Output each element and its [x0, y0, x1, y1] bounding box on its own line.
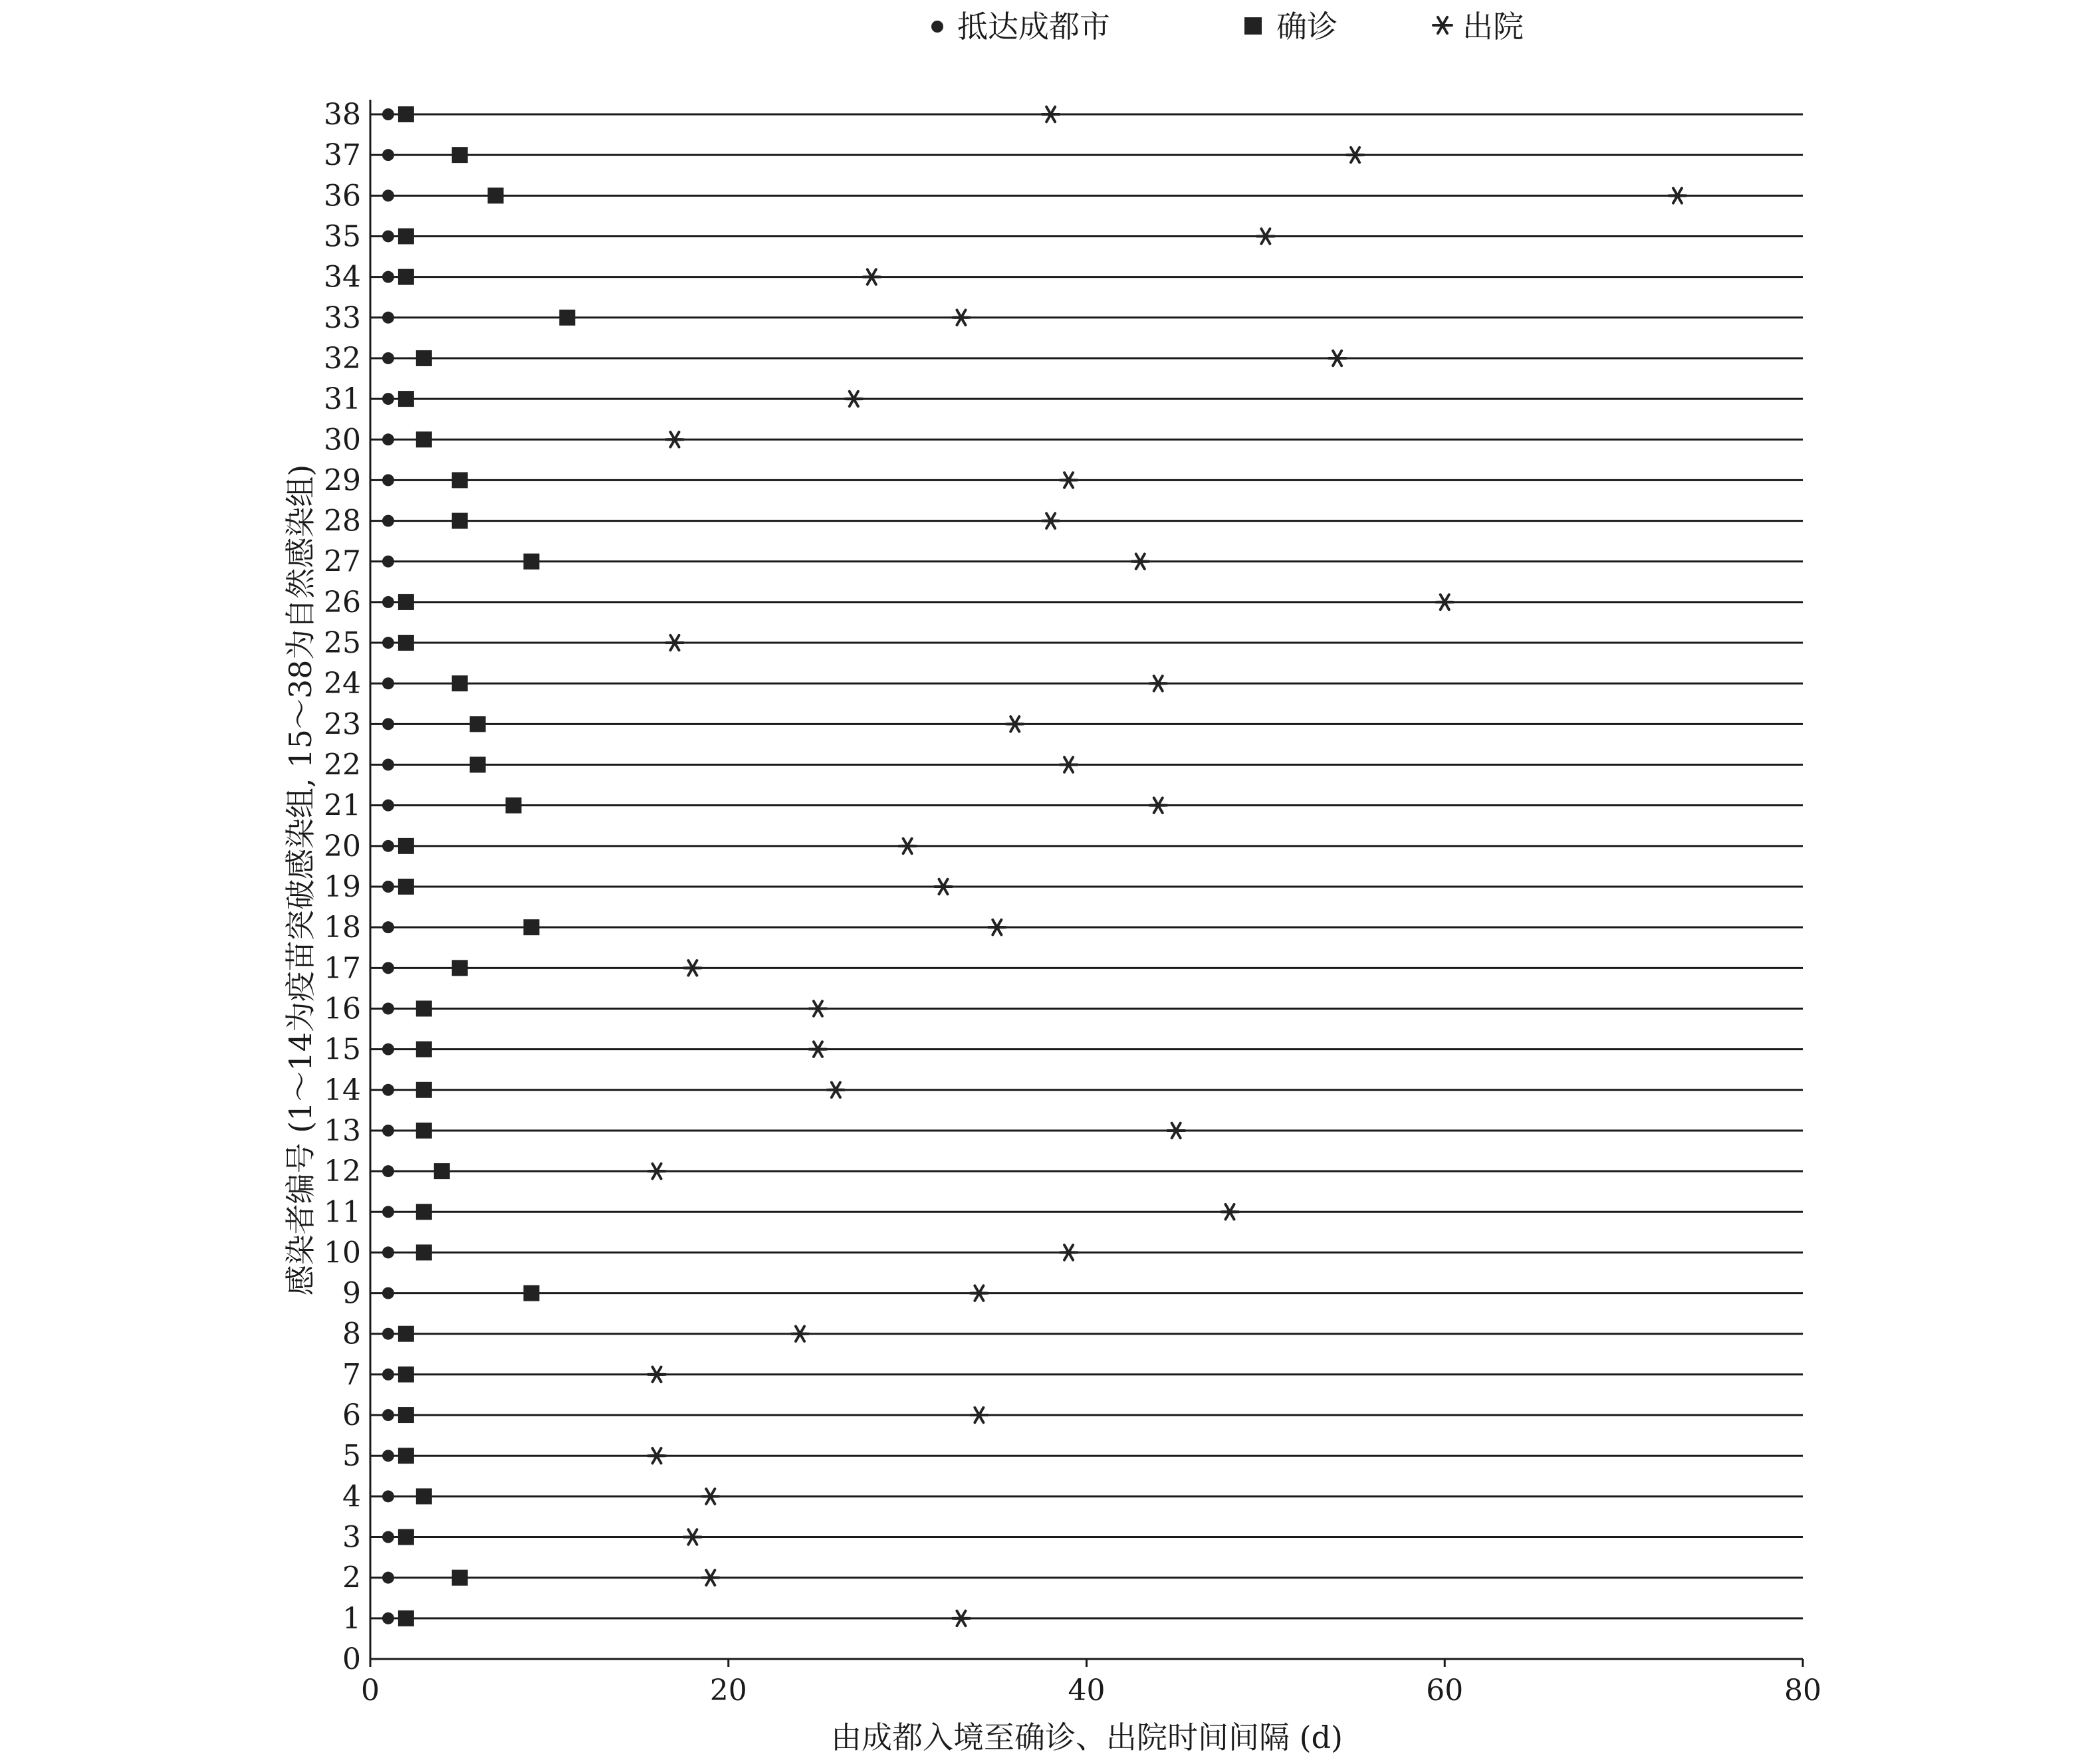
arrival-point — [382, 393, 394, 405]
y-tick-label: 7 — [342, 1357, 361, 1392]
y-tick-label: 3 — [342, 1520, 361, 1555]
legend-asterisk-icon — [1433, 17, 1452, 33]
y-tick-label: 20 — [324, 829, 361, 863]
discharge-point — [1149, 676, 1167, 691]
discharge-point — [684, 1529, 701, 1545]
arrival-point — [382, 433, 394, 445]
legend — [931, 9, 1524, 45]
arrival-point — [382, 718, 394, 730]
arrival-point — [382, 1044, 394, 1055]
diagnosis-point — [452, 1570, 468, 1586]
diagnosis-point — [416, 1244, 432, 1260]
arrival-point — [382, 881, 394, 893]
arrival-point — [382, 1287, 394, 1299]
arrival-point — [382, 189, 394, 201]
arrival-point — [382, 1369, 394, 1380]
diagnosis-point — [488, 187, 504, 203]
diagnosis-point — [398, 1448, 414, 1464]
diagnosis-point — [416, 350, 432, 366]
x-tick-label: 0 — [361, 1674, 380, 1708]
diagnosis-point — [452, 513, 468, 529]
y-tick-label: 26 — [324, 585, 361, 619]
y-tick-label: 14 — [324, 1073, 361, 1107]
arrival-point — [382, 596, 394, 608]
discharge-point — [935, 879, 952, 895]
y-tick-label: 18 — [324, 911, 361, 945]
arrival-point — [382, 1246, 394, 1258]
diagnosis-point — [416, 1204, 432, 1220]
arrival-point — [382, 271, 394, 283]
discharge-point — [1060, 473, 1078, 488]
discharge-point — [1257, 229, 1274, 244]
discharge-point — [666, 635, 683, 651]
y-tick-label: 25 — [324, 626, 361, 661]
y-tick-label: 6 — [342, 1398, 361, 1433]
discharge-point — [1060, 1245, 1078, 1260]
discharge-point — [792, 1326, 809, 1341]
data-markers — [382, 106, 1687, 1626]
y-tick-label: 2 — [342, 1561, 361, 1595]
diagnosis-point — [506, 798, 522, 814]
x-tick-label: 60 — [1426, 1674, 1464, 1708]
y-tick-label: 4 — [342, 1480, 361, 1514]
y-tick-label: 36 — [324, 179, 361, 213]
diagnosis-point — [398, 228, 414, 244]
diagnosis-point — [398, 391, 414, 407]
arrival-point — [382, 800, 394, 812]
diagnosis-point — [416, 1082, 432, 1098]
arrival-point — [382, 637, 394, 649]
arrival-point — [382, 1531, 394, 1543]
discharge-point — [827, 1083, 844, 1098]
discharge-point — [684, 960, 701, 976]
diagnosis-point — [398, 1407, 414, 1423]
y-tick-label: 16 — [324, 992, 361, 1026]
arrival-point — [382, 1612, 394, 1624]
diagnosis-point — [398, 106, 414, 122]
discharge-point — [953, 1611, 970, 1626]
y-tick-label: 31 — [324, 382, 361, 417]
y-tick-label: 38 — [324, 98, 361, 132]
arrival-point — [382, 1490, 394, 1502]
diagnosis-point — [452, 675, 468, 691]
arrival-point — [382, 149, 394, 161]
x-axis-ticks — [361, 1659, 1821, 1708]
arrival-point — [382, 312, 394, 324]
discharge-point — [702, 1570, 719, 1585]
y-tick-label: 13 — [324, 1113, 361, 1148]
x-tick-label: 20 — [709, 1674, 747, 1708]
arrival-point — [382, 230, 394, 242]
arrival-point — [382, 1328, 394, 1340]
y-tick-label: 17 — [324, 951, 361, 986]
diagnosis-point — [398, 635, 414, 651]
y-tick-label: 28 — [324, 504, 361, 538]
diagnosis-point — [523, 1285, 539, 1301]
diagnosis-point — [452, 147, 468, 163]
arrival-point — [382, 1206, 394, 1218]
diagnosis-point — [416, 431, 432, 447]
diagnosis-point — [452, 472, 468, 488]
diagnosis-point — [398, 838, 414, 854]
arrival-point — [382, 962, 394, 974]
discharge-point — [1042, 107, 1060, 122]
y-tick-label: 22 — [324, 748, 361, 782]
arrival-point — [382, 556, 394, 568]
y-tick-label: 10 — [324, 1236, 361, 1270]
case-lines — [370, 114, 1803, 1618]
y-tick-label: 9 — [342, 1276, 361, 1311]
arrival-point — [382, 921, 394, 933]
arrival-point — [382, 108, 394, 120]
y-tick-label: 33 — [324, 300, 361, 335]
y-axis-ticks — [324, 98, 361, 1676]
y-tick-label: 0 — [342, 1642, 361, 1676]
discharge-point — [863, 269, 880, 284]
discharge-point — [971, 1285, 988, 1301]
legend-label-diagnosis: 确诊 — [1276, 9, 1338, 45]
diagnosis-point — [559, 310, 575, 326]
arrival-point — [382, 1084, 394, 1096]
y-tick-label: 34 — [324, 260, 361, 294]
discharge-point — [702, 1489, 719, 1504]
diagnosis-point — [523, 554, 539, 570]
diagnosis-point — [470, 716, 486, 732]
y-tick-label: 8 — [342, 1317, 361, 1351]
arrival-point — [382, 352, 394, 364]
discharge-point — [666, 432, 683, 447]
y-tick-label: 12 — [324, 1155, 361, 1189]
arrival-point — [382, 1002, 394, 1014]
arrival-point — [382, 1572, 394, 1584]
legend-label-arrival: 抵达成都市 — [957, 9, 1110, 45]
y-tick-label: 11 — [324, 1195, 361, 1230]
discharge-point — [1221, 1204, 1238, 1220]
arrival-point — [382, 1409, 394, 1421]
y-tick-label: 23 — [324, 707, 361, 742]
arrival-point — [382, 759, 394, 771]
x-tick-label: 80 — [1784, 1674, 1821, 1708]
arrival-point — [382, 1165, 394, 1177]
legend-marker-discharge — [1433, 17, 1452, 33]
diagnosis-point — [416, 1123, 432, 1139]
diagnosis-point — [416, 1000, 432, 1016]
discharge-point — [1347, 148, 1364, 163]
discharge-point — [845, 391, 862, 407]
y-tick-label: 35 — [324, 219, 361, 254]
y-tick-label: 30 — [324, 423, 361, 457]
diagnosis-point — [398, 1610, 414, 1626]
y-tick-label: 15 — [324, 1032, 361, 1067]
diagnosis-point — [398, 879, 414, 895]
diagnosis-point — [523, 919, 539, 935]
diagnosis-point — [398, 594, 414, 610]
legend-label-discharge: 出院 — [1462, 9, 1524, 45]
y-tick-label: 5 — [342, 1439, 361, 1474]
discharge-point — [809, 1042, 826, 1057]
discharge-point — [1006, 717, 1024, 732]
discharge-point — [648, 1448, 665, 1464]
discharge-point — [989, 920, 1006, 935]
arrival-point — [382, 1450, 394, 1462]
discharge-point — [1329, 351, 1346, 366]
y-tick-label: 27 — [324, 544, 361, 579]
arrival-point — [382, 515, 394, 527]
discharge-point — [971, 1408, 988, 1423]
discharge-point — [1436, 595, 1453, 610]
arrival-point — [382, 840, 394, 852]
discharge-point — [1669, 188, 1686, 203]
y-tick-label: 21 — [324, 788, 361, 823]
discharge-point — [1131, 554, 1149, 569]
discharge-point — [648, 1367, 665, 1382]
discharge-point — [1149, 798, 1167, 813]
diagnosis-point — [452, 960, 468, 976]
arrival-point — [382, 1125, 394, 1137]
diagnosis-point — [416, 1042, 432, 1057]
legend-marker-diagnosis — [1244, 17, 1262, 35]
y-tick-label: 19 — [324, 870, 361, 904]
discharge-point — [1042, 513, 1060, 528]
diagnosis-point — [398, 1326, 414, 1342]
diagnosis-point — [416, 1488, 432, 1504]
y-tick-label: 32 — [324, 341, 361, 376]
x-axis-title: 由成都入境至确诊、出院时间间隔 (d) — [831, 1719, 1343, 1755]
y-tick-label: 37 — [324, 138, 361, 173]
discharge-point — [1167, 1123, 1185, 1139]
diagnosis-point — [470, 757, 486, 773]
arrival-point — [382, 474, 394, 486]
discharge-point — [648, 1164, 665, 1179]
discharge-point — [953, 310, 970, 326]
x-tick-label: 40 — [1068, 1674, 1105, 1708]
discharge-point — [899, 839, 916, 854]
arrival-point — [382, 677, 394, 689]
diagnosis-point — [434, 1163, 450, 1179]
diagnosis-point — [398, 1367, 414, 1382]
y-tick-label: 29 — [324, 463, 361, 498]
legend-marker-arrival — [931, 21, 943, 33]
y-axis-title: 感染者编号 (1～14为疫苗突破感染组, 15～38为自然感染组) — [283, 464, 318, 1296]
diagnosis-point — [398, 1529, 414, 1545]
discharge-point — [1060, 757, 1078, 772]
diagnosis-point — [398, 269, 414, 285]
y-tick-label: 1 — [342, 1601, 361, 1636]
y-tick-label: 24 — [324, 667, 361, 701]
discharge-point — [809, 1001, 826, 1016]
